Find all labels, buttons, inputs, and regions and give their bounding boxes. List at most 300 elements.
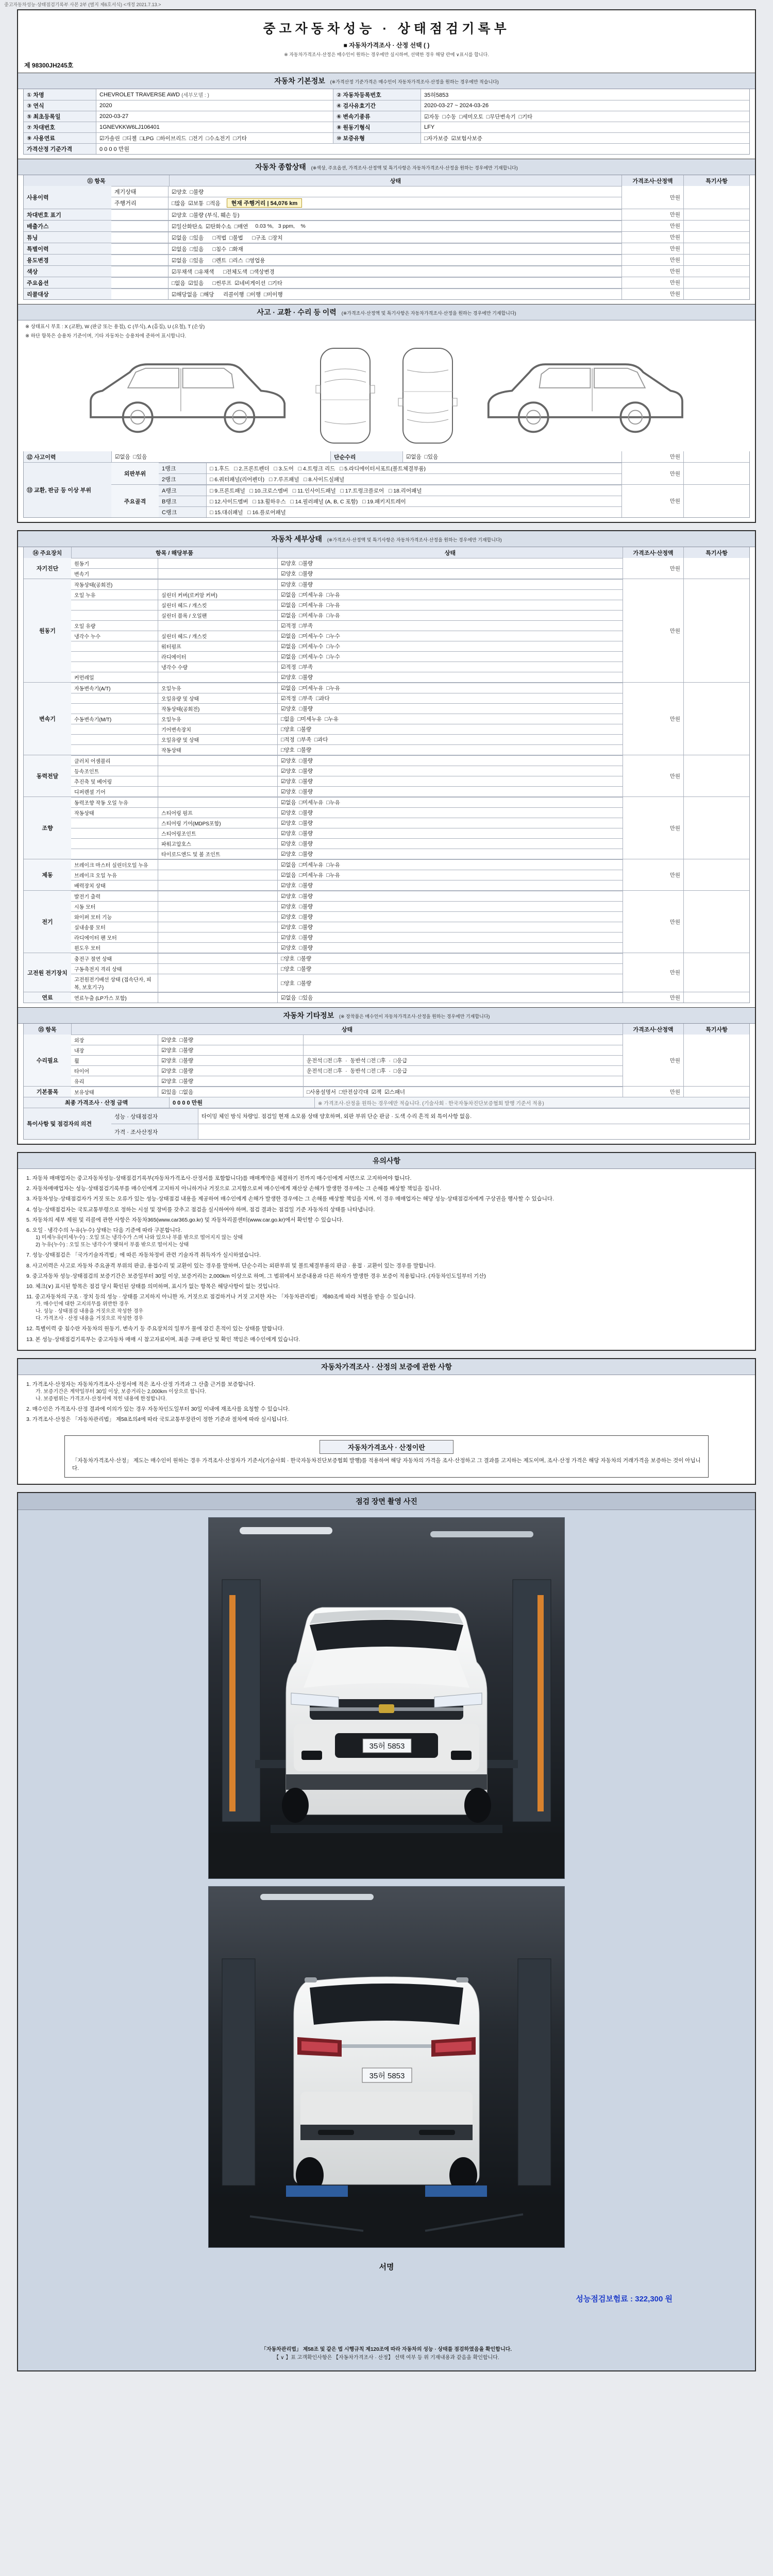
overall-group-label: 특별이력	[24, 243, 111, 254]
device-note	[683, 683, 749, 755]
parts-checkboxes: □ 1.후드 □ 2.프론트펜더 □ 3.도어 □ 4.트렁크 리드 □ 5.라디에이터서포트(볼트체결부품)	[206, 463, 621, 473]
detail-row	[71, 828, 623, 838]
detail-item	[71, 735, 158, 744]
assure-item	[26, 1405, 747, 1413]
detail-group	[24, 953, 749, 992]
overall-row-status	[168, 255, 621, 265]
overall-row-item	[111, 255, 168, 265]
detail-subitem: 작동상태(공회전)	[158, 704, 277, 714]
section-title-detail: 자동차 세부상태	[271, 535, 322, 543]
detail-status: □양호 □불량	[277, 724, 623, 734]
section-sub-overall: (※색상, 주요옵션, 가격조사·산정액 및 특기사항은 자동차가격조사·산정을 원하는 경우에만 기재합니다)	[311, 165, 518, 171]
detail-subitem: 실린더 블록 / 오일팬	[158, 611, 277, 620]
section-title-basic: 자동차 기본정보	[274, 77, 325, 85]
detail-subitem: 스티어링 펌프	[158, 808, 277, 818]
car-diagram-side-left	[80, 347, 297, 445]
device-rows	[71, 579, 623, 682]
overall-group-price: 만원	[621, 266, 683, 277]
detail-status: ☑없음 □미세누유 □누유	[277, 683, 623, 693]
opinion-rows	[111, 1108, 749, 1139]
etc-item: 보유상태	[74, 1090, 94, 1096]
detail-row	[71, 942, 623, 953]
overall-col-item: ⑪ 항목	[24, 175, 169, 186]
sheet-notices	[17, 1152, 756, 1351]
overall-row	[111, 255, 621, 265]
detail-subitem	[158, 993, 277, 1003]
detail-row	[71, 755, 623, 766]
exchange-group-label: 외판부위	[111, 463, 159, 484]
overall-row-status	[168, 221, 621, 231]
detail-row	[71, 631, 623, 641]
detail-row	[71, 724, 623, 734]
detail-subitem: 오일누유	[158, 683, 277, 693]
detail-status: ☑양호 □불량	[277, 569, 623, 579]
detail-status: □없음 □미세누유 □누유	[277, 714, 623, 724]
overall-group	[24, 265, 749, 277]
assure-item	[26, 1416, 747, 1423]
detail-item: 와이퍼 모터 기능	[74, 915, 112, 921]
device-rows	[71, 558, 623, 579]
final-price-value: 0 0 0 0 만원	[169, 1097, 314, 1108]
device-label: 자기진단	[24, 558, 71, 579]
detail-subitem	[158, 860, 277, 870]
section-bar-overall	[18, 159, 755, 175]
detail-row	[71, 953, 623, 963]
overall-group	[24, 220, 749, 231]
detail-group	[24, 859, 749, 890]
detail-item	[71, 611, 158, 620]
assure-text: 3. 가격조사·산정은 「자동차관리법」 제58조의4에 따라 국토교통부장관이 정한 기준과 절차에 따라 실시됩니다.	[26, 1416, 289, 1423]
overall-col-note: 특기사항	[683, 175, 749, 186]
etc-status: ☑있음 □없음	[158, 1087, 303, 1097]
device-price: 만원	[623, 992, 683, 1003]
detail-item: 원동기	[74, 562, 89, 567]
detail-item: 충전구 절연 상태	[74, 957, 112, 962]
overall-row	[111, 289, 621, 299]
measured-values: 0.03 %, 3 ppm, %	[255, 223, 306, 229]
status-checkboxes: ☑일산화탄소 ☑탄화수소 □매연	[172, 223, 248, 230]
overall-rows	[111, 232, 621, 243]
section-bar-assure	[18, 1359, 755, 1375]
detail-subitem: 스티어링 기어(MDPS포함)	[158, 818, 277, 828]
exchange-row	[159, 506, 621, 517]
notice-text: 1. 자동차 매매업자는 중고자동차성능·상태점검기록부(자동차가격조사·산정서를 포함합니다)를 매매계약을 체결하기 전까지 매수인에게 서면으로 고지하여야 합니다.	[26, 1175, 412, 1181]
notice-list	[18, 1169, 755, 1350]
etc-note	[683, 1035, 749, 1086]
overall-group-label: 리콜대상	[24, 289, 111, 299]
detail-row	[71, 734, 623, 744]
field-value-warranty: □자가보증 ☑보험사보증	[421, 133, 749, 143]
detail-row	[71, 744, 623, 755]
detail-row	[71, 786, 623, 796]
notice-sub: 나. 성능 · 상태점검 내용을 거짓으로 작성한 경우	[36, 1309, 144, 1315]
field-label-baseprice: 가격산정 기준가격	[24, 144, 96, 154]
detail-item: 클러치 어셈블리	[74, 759, 111, 765]
opinion-row	[111, 1108, 749, 1124]
detail-subitem: 오일유량 및 상태	[158, 735, 277, 744]
section-sub-basic: (※가격산정 기준가격은 매수인이 자동차가격조사·산정을 원하는 경우에만 적습니다)	[330, 79, 499, 84]
detail-row	[71, 870, 623, 880]
field-label-name: ① 차명	[24, 89, 96, 100]
detail-row	[71, 579, 623, 589]
detail-item: 디퍼렌셜 기어	[74, 790, 106, 795]
detail-item: 작동상태	[74, 811, 94, 817]
notice-item	[26, 1206, 747, 1214]
detail-item: 브레이크 마스터 실린더오일 누유	[74, 863, 148, 869]
detail-subitem	[158, 870, 277, 880]
etc-col-note: 특기사항	[683, 1024, 749, 1035]
notice-item	[26, 1227, 747, 1249]
detail-item: 배력장치 상태	[74, 884, 106, 889]
detail-item	[71, 828, 158, 838]
status-checkboxes: ☑양호 □불량	[172, 189, 204, 195]
detail-item: 냉각수 누수	[74, 634, 101, 640]
etc-status: ☑양호 □불량	[158, 1035, 303, 1045]
field-value-trans: ☑자동 □수동 □세미오토 □무단변속기 □기타	[421, 111, 749, 122]
overall-row	[111, 209, 621, 220]
detail-item: 실내송풍 모터	[74, 925, 106, 931]
notice-subs	[26, 1301, 747, 1323]
device-note	[683, 953, 749, 992]
accident-note	[683, 451, 749, 462]
detail-subitem	[158, 912, 277, 922]
etc-row	[71, 1035, 623, 1045]
device-label: 동력전달	[24, 755, 71, 796]
detail-item: 발전기 출력	[74, 894, 101, 900]
overall-group-label: 차대번호 표기	[24, 209, 111, 220]
car-diagram-top-front	[311, 344, 379, 447]
overall-group	[24, 243, 749, 254]
detail-row	[71, 974, 623, 992]
overall-rows	[111, 266, 621, 277]
overall-group-label: 배출가스	[24, 221, 111, 231]
report-headnote: ※ 자동차가격조사·산정은 매수인이 원하는 경우에만 실시하며, 선택한 경우 해당 란에 ∨표시를 합니다.	[284, 52, 489, 57]
etc-row	[71, 1055, 623, 1065]
parts-checkboxes: □ 12.사이드멤버 □ 13.휠하우스 □ 14.필러패널 (A, B, C 포함) □ 19.패키지트레이	[206, 496, 621, 506]
exchange-rows	[159, 463, 621, 484]
exchange-group	[111, 484, 749, 517]
etc-note	[683, 1087, 749, 1097]
device-rows	[71, 859, 623, 890]
etc-item: 내장	[74, 1048, 85, 1054]
vehicle-name-detail: (세부모델 : )	[181, 93, 209, 98]
overall-rows	[111, 186, 621, 209]
etc-row	[71, 1076, 623, 1086]
detail-row	[71, 641, 623, 651]
detail-status: ☑없음 □미세누유 □누유	[277, 798, 623, 807]
device-price: 만원	[623, 953, 683, 992]
device-price: 만원	[623, 558, 683, 579]
detail-item: 브레이크 오일 누유	[74, 873, 117, 879]
report-subtitle: ■ 자동차가격조사 · 산정 선택 ( )	[343, 42, 430, 49]
detail-item: 커먼레일	[74, 675, 94, 681]
overall-row-status	[168, 266, 621, 277]
detail-row	[71, 683, 623, 693]
notice-item	[26, 1195, 747, 1203]
overall-row-item	[111, 232, 168, 243]
status-checkboxes: ☑해당없음 □해당 리콜이행 □이행 □미이행	[172, 291, 283, 298]
overall-row	[111, 232, 621, 243]
detail-subitem	[158, 798, 277, 807]
detail-group	[24, 682, 749, 755]
detail-subitem	[158, 902, 277, 911]
detail-row	[71, 703, 623, 714]
section-bar-detail	[18, 531, 755, 547]
detail-status: ☑없음 □미세누유 □누유	[277, 600, 623, 610]
field-value-baseprice: 0 0 0 0 만원	[96, 144, 749, 154]
detail-item: 자동변속기(A/T)	[74, 686, 111, 692]
etc-rows	[71, 1035, 623, 1086]
detail-row	[71, 558, 623, 568]
detail-item: 라디에이터 팬 모터	[74, 936, 117, 941]
notice-text: 10. 체크(∨) 표시된 항목은 점검 당시 확인된 상태를 의미하며, 표시가 없는 항목은 해당사항이 없는 것입니다.	[26, 1283, 280, 1290]
detail-subitem: 워터펌프	[158, 641, 277, 651]
detail-row	[71, 797, 623, 807]
detail-subitem	[158, 933, 277, 942]
opinion-who: 성능 · 상태점검자	[111, 1109, 198, 1124]
notice-sub: 다. 가격조사 · 산정 내용을 거짓으로 작성한 경우	[36, 1316, 144, 1322]
section-title-overall: 자동차 종합상태	[255, 163, 306, 171]
overall-rows	[111, 209, 621, 220]
final-price-label: 최종 가격조사 · 산정 금액	[24, 1097, 169, 1108]
detail-status: ☑양호 □불량	[277, 849, 623, 859]
etc-price: 만원	[623, 1035, 683, 1086]
overall-row-status	[168, 278, 621, 288]
overall-group-price: 만원	[621, 277, 683, 288]
detail-status: ☑양호 □불량	[277, 787, 623, 796]
detail-group	[24, 796, 749, 859]
overall-row	[111, 221, 621, 231]
device-price: 만원	[623, 579, 683, 682]
detail-status: ☑양호 □불량	[277, 902, 623, 911]
overall-group-note	[683, 221, 749, 231]
vehicle-name: CHEVROLET TRAVERSE AWD	[99, 91, 180, 98]
etc-col-price: 가격조사·산정액	[623, 1024, 683, 1035]
field-label-warranty: ⑩ 보증유형	[333, 133, 421, 143]
field-label-trans: ⑥ 변속기종류	[333, 111, 421, 122]
detail-status: ☑없음 □미세누수 □누수	[277, 652, 623, 662]
overall-row-status	[168, 244, 621, 254]
final-price-note: ※ 가격조사·산정을 원하는 경우에만 적습니다. (기술사회 · 한국자동차진단보증협회 발행 기준서 적용)	[314, 1097, 749, 1108]
notice-text: 7. 성능·상태점검은 「국가기술자격법」에 따른 자동차정비 관련 기술자격 취득자가 실시하였습니다.	[26, 1252, 261, 1259]
report-title: 중고자동차성능 · 상태점검기록부	[263, 22, 510, 36]
parts-checkboxes: □ 6.쿼터패널(리어펜더) □ 7.루프패널 □ 8.사이드실패널	[206, 474, 621, 484]
rank-label: C랭크	[159, 507, 206, 517]
overall-group-price: 만원	[621, 255, 683, 265]
detail-item	[71, 724, 158, 734]
device-rows	[71, 891, 623, 953]
detail-subitem	[158, 756, 277, 766]
detail-status: ☑양호 □불량	[277, 933, 623, 942]
detail-status: □양호 □불량	[277, 745, 623, 755]
report-header	[18, 10, 755, 59]
device-rows	[71, 953, 623, 992]
overall-group-note	[683, 277, 749, 288]
detail-subitem	[158, 558, 277, 568]
overall-row-item	[111, 266, 168, 277]
etc-table	[23, 1024, 750, 1140]
rank-label: A랭크	[159, 485, 206, 496]
notice-text: 9. 중고자동차 성능·상태점검의 보증기간은 보증일부터 30일 이상, 보증거리는 2,000km 이상으로 하며, 그 범위에서 보증내용과 다른 하자가 발생한 경우 보증이 적용됩니다. (자동차인도일부터 기산)	[26, 1273, 486, 1279]
inspection-premium: 성능점검보험료 : 322,300 원	[576, 2295, 673, 2303]
section-title-etc: 자동차 기타정보	[283, 1011, 334, 1020]
opinion-who: 가격 · 조사산정자	[111, 1124, 198, 1139]
detail-status: □적정 □부족 □과다	[277, 735, 623, 744]
detail-status: ☑없음 □미세누유 □누유	[277, 611, 623, 620]
notice-item	[26, 1185, 747, 1193]
front-license-plate: 35허 5853	[369, 1742, 405, 1751]
overall-group-price: 만원	[621, 243, 683, 254]
etc-extra: 운전석 □전 □후 · 동반석 □전 □후 · □응급	[303, 1056, 623, 1065]
car-diagram-side-right	[476, 347, 693, 445]
detail-status: ☑없음 □미세누수 □누수	[277, 631, 623, 641]
etc-col-status: 상태	[71, 1024, 623, 1035]
car-diagram-panel	[18, 339, 755, 451]
detail-item: 변속기	[74, 572, 89, 578]
car-diagram-top-rear	[394, 344, 462, 447]
overall-group	[24, 209, 749, 220]
exchange-group-price: 만원	[621, 485, 683, 517]
field-value-vin: 1GNEVKKW6LJ106401	[96, 122, 333, 132]
field-value-year: 2020	[96, 100, 333, 111]
overall-group	[24, 186, 749, 209]
overall-col-status: 상태	[169, 175, 621, 186]
overall-row	[111, 266, 621, 277]
accident-history-status: ☑없음 □있음	[111, 451, 330, 462]
detail-item	[71, 704, 158, 714]
device-label: 조향	[24, 797, 71, 859]
etc-rows	[71, 1087, 623, 1097]
exchange-block	[24, 462, 749, 517]
etc-status: ☑양호 □불량	[158, 1045, 303, 1055]
detail-item: 구동축전지 격리 상태	[74, 967, 122, 973]
detail-subitem	[158, 880, 277, 890]
detail-subitem: 타이로드엔드 및 볼 조인트	[158, 849, 277, 859]
status-checkboxes: ☑양호 □불량 (부식, 훼손 등)	[172, 212, 240, 218]
photo-frame-rear	[208, 1886, 565, 2248]
detail-group	[24, 890, 749, 953]
detail-group	[24, 579, 749, 682]
notice-item	[26, 1251, 747, 1259]
detail-row	[71, 589, 623, 600]
inspection-photo-rear	[209, 1887, 564, 2247]
state-code-legend: ※ 상태표시 부호 : X (교환), W (판금 또는 용접), C (부식), A (흠집), U (요철), T (손상)	[25, 324, 205, 330]
exchange-row	[159, 473, 621, 484]
assure-text: 2. 매수인은 가격조사·산정 결과에 이의가 있는 경우 자동차인도일부터 30일 이내에 재조사를 요청할 수 있습니다.	[26, 1406, 290, 1413]
exchange-row	[159, 496, 621, 506]
device-label: 제동	[24, 859, 71, 890]
sheet-main	[17, 9, 756, 523]
detail-subitem: 실린더 헤드 / 개스킷	[158, 631, 277, 641]
sheet-detail	[17, 530, 756, 1145]
basic-info-table	[23, 89, 750, 155]
etc-device-label: 수리필요	[24, 1035, 71, 1086]
notice-item	[26, 1216, 747, 1224]
detail-item: 윈도우 모터	[74, 946, 101, 952]
device-rows	[71, 992, 623, 1003]
exchange-rows	[159, 485, 621, 517]
detail-status: ☑양호 □불량	[277, 922, 623, 932]
status-checkboxes: ☑없음 □있음 □침수 □화재	[172, 246, 243, 252]
assure-text: 1. 가격조사·산정자는 자동차가격조사·산정서에 적은 조사·산정 가격과 그 산출 근거를 보증합니다.	[26, 1381, 255, 1387]
detail-row	[71, 807, 623, 818]
detail-item: 등속조인트	[74, 769, 99, 775]
overall-row-status	[168, 210, 621, 220]
detail-row	[71, 901, 623, 911]
overall-rows	[111, 277, 621, 288]
notice-text: 2. 자동차매매업자는 성능·상태점검기록부를 매수인에게 고지하지 아니하거나 거짓으로 고지함으로써 매수인에게 재산상 손해가 발생한 경우에는 그 손해를 배상할 책임을 집니다.	[26, 1185, 442, 1192]
detail-item: 추진축 및 베어링	[74, 779, 112, 785]
overall-group-label: 튜닝	[24, 232, 111, 243]
field-label-year: ③ 연식	[24, 100, 96, 111]
rear-license-plate: 35허 5853	[369, 2072, 405, 2080]
detail-subitem	[158, 672, 277, 682]
etc-row	[71, 1087, 623, 1097]
detail-item	[71, 641, 158, 651]
assure-sub: 나. 보증범위는 가격조사·산정서에 적힌 내용에 한정합니다.	[36, 1396, 167, 1402]
accident-price: 만원	[621, 451, 683, 462]
etc-extra	[303, 1035, 623, 1045]
device-rows	[71, 797, 623, 859]
field-label-engine: ⑧ 원동기형식	[333, 122, 421, 132]
exchange-group-price: 만원	[621, 463, 683, 484]
detail-row	[71, 568, 623, 579]
section-sub-detail: (※가격조사·산정액 및 특기사항은 자동차가격조사·산정을 원하는 경우에만 기재합니다)	[327, 537, 502, 543]
rank-label: 1랭크	[159, 463, 206, 473]
detail-subitem	[158, 776, 277, 786]
detail-subitem	[158, 766, 277, 776]
detail-row	[71, 620, 623, 631]
overall-group-note	[683, 232, 749, 243]
notice-item	[26, 1293, 747, 1323]
detail-status: ☑양호 □불량	[277, 828, 623, 838]
detail-item: 작동상태(공회전)	[74, 583, 113, 588]
detail-subitem	[158, 580, 277, 589]
detail-subitem: 파워고압호스	[158, 839, 277, 849]
detail-row	[71, 922, 623, 932]
detail-row	[71, 662, 623, 672]
overall-group-label: 용도변경	[24, 255, 111, 265]
overall-row-status	[168, 289, 621, 299]
detail-subitem	[158, 922, 277, 932]
etc-item: 타이어	[74, 1069, 89, 1075]
overall-group-price: 만원	[621, 289, 683, 299]
device-note	[683, 797, 749, 859]
notice-text: 4. 성능·상태점검자는 국토교통부령으로 정하는 시설 및 장비를 갖추고 점검을 실시하여야 하며, 점검 결과는 점검일 기준 자동차의 상태를 나타냅니다.	[26, 1206, 375, 1213]
etc-extra	[303, 1076, 623, 1086]
footer-line-1: 「자동차관리법」 제58조 및 같은 법 시행규칙 제120조에 따라 자동차의 성능 · 상태를 점검하였음을 확인합니다.	[261, 2347, 512, 2352]
etc-item: 유리	[74, 1079, 85, 1085]
detail-status: ☑적정 □부족 □과다	[277, 693, 623, 703]
detail-status: ☑양호 □불량	[277, 766, 623, 776]
device-price: 만원	[623, 755, 683, 796]
field-value-valid: 2020-03-27 ~ 2024-03-26	[421, 100, 749, 111]
overall-rows	[111, 243, 621, 254]
status-checkboxes: □많음 ☑보통 □적음	[172, 200, 221, 207]
detail-row	[71, 600, 623, 610]
detail-row	[71, 859, 623, 870]
etc-device-label: 기본품목	[24, 1087, 71, 1097]
parts-checkboxes: □ 9.프론트패널 □ 10.크로스멤버 □ 11.인사이드패널 □ 17.트렁크플로어 □ 18.리어패널	[206, 485, 621, 496]
assure-item	[26, 1381, 747, 1403]
sheet-assurance	[17, 1358, 756, 1485]
etc-extra: 운전석 □전 □후 · 동반석 □전 □후 · □응급	[303, 1066, 623, 1076]
notice-item	[26, 1273, 747, 1280]
exchange-group-note	[683, 485, 749, 517]
accident-history-table	[23, 451, 750, 518]
definition-body: 「자동차가격조사·산정」 제도는 매수인이 원하는 경우 가격조사·산정자가 기준서(기술사회 · 한국자동차진단보증협회 발행)를 적용하여 해당 자동차의 가격을 조사·산정하고 그 결과를 고지하는 제도이며, 조사·산정 가격은 해당 자동차의 거래가격을 보증하는 것이 아닙니다.	[72, 1457, 701, 1472]
detail-item	[71, 849, 158, 859]
